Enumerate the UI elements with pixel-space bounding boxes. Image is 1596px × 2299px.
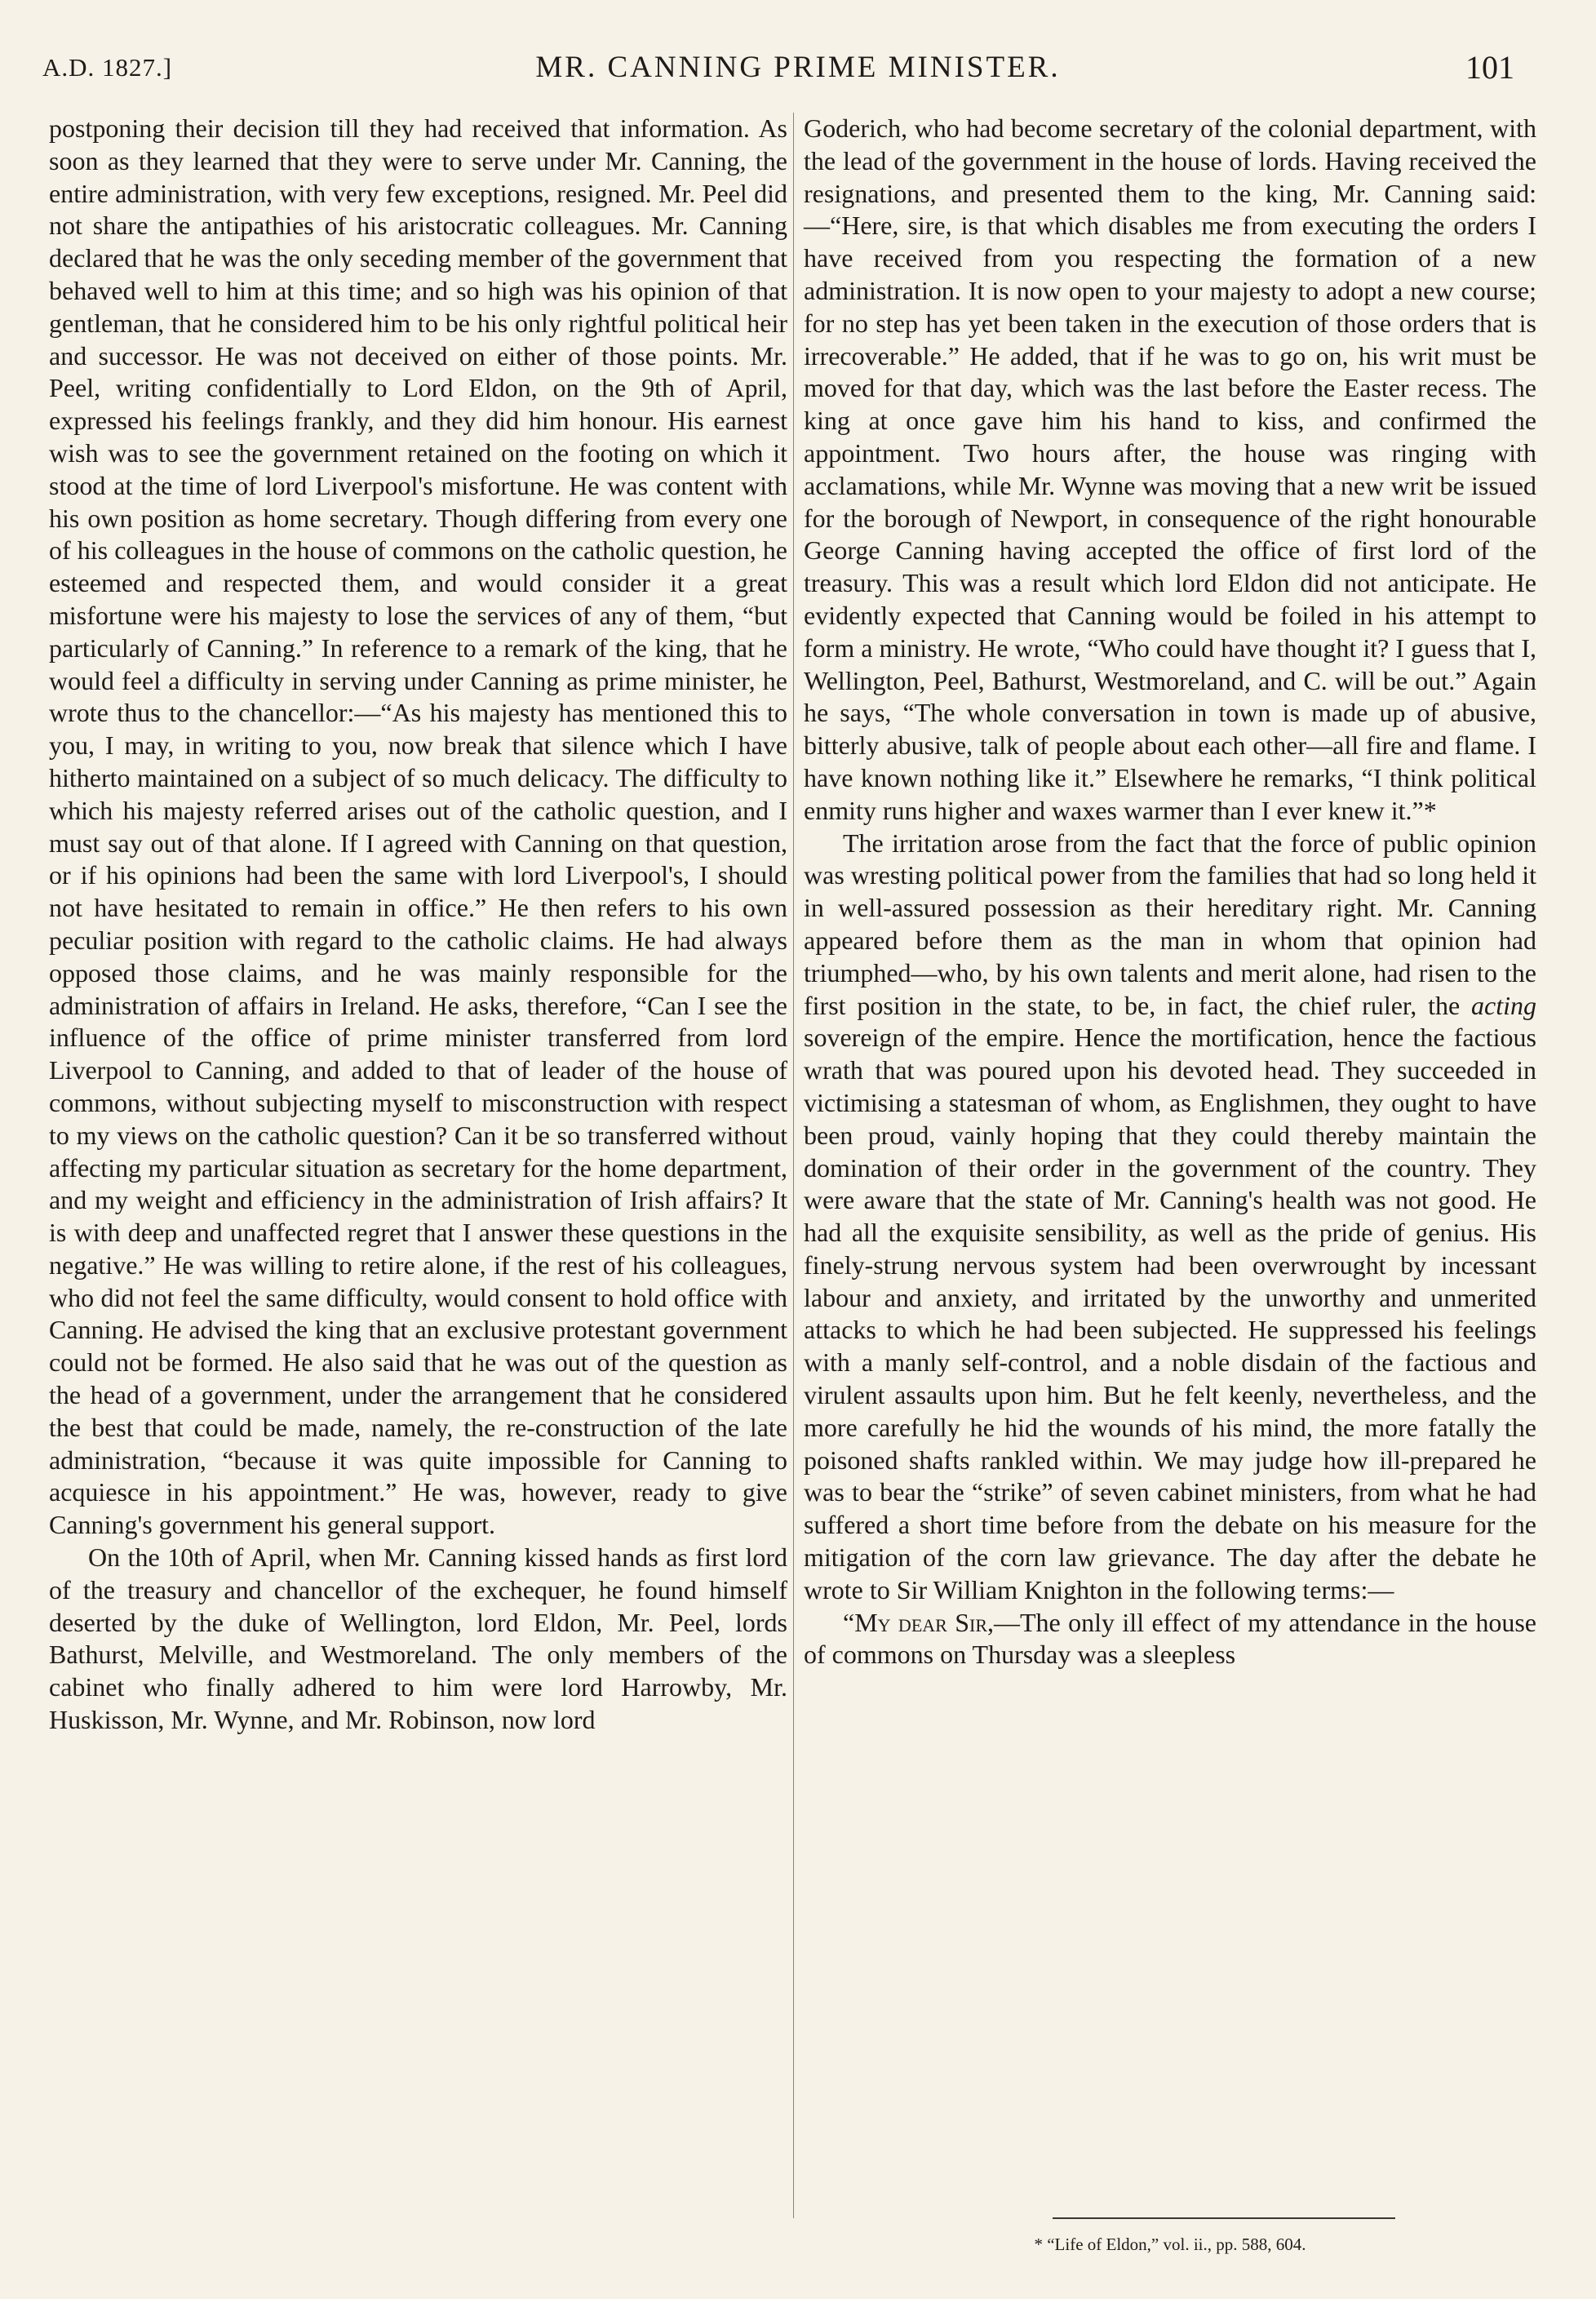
right-paragraph-3 bbox=[804, 1607, 1536, 1672]
header-date: A.D. 1827.] bbox=[42, 53, 173, 82]
header-title: MR. CANNING PRIME MINISTER. bbox=[535, 51, 1061, 84]
right-paragraph-2 bbox=[804, 828, 1536, 1607]
page-number: 101 bbox=[1465, 49, 1514, 86]
left-column bbox=[49, 113, 787, 1737]
right-p2-text-a: The irritation arose from the fact that the force of public opinion was wresting political power from the families that had so long held it in well-assured possession as their hereditary right. Mr. Canning appeared before them as the man in whom that opinion had triumphed—who, by his own talents and merit alone, had risen to the first position in the state, to be, in fact, the chief ruler, the bbox=[804, 828, 1536, 1020]
letter-salutation: My dear Sir, bbox=[854, 1607, 994, 1637]
right-column bbox=[804, 113, 1536, 1671]
running-header bbox=[0, 45, 1596, 110]
right-p3-text: —The only ill effect of my attendance in the house of commons on Thursday was a sleepless bbox=[804, 1607, 1536, 1670]
left-paragraph-2: On the 10th of April, when Mr. Canning kissed hands as first lord of the treasury and chancellor of the exchequer, he found himself deserted by the duke of Wellington, lord Eldon, Mr. Peel, lords Bathurst, Melville, and Westmoreland. The only members of the cabinet who finally adhered to him were lord Harrowby, Mr. Huskisson, Mr. Wynne, and Mr. Robinson, now lord bbox=[49, 1542, 787, 1735]
column-divider bbox=[793, 113, 794, 2218]
right-paragraph-1: Goderich, who had become secretary of the colonial department, with the lead of the government in the house of lords. Having received the resignations, and presented them to the king, Mr. Canning said:—“Here, sire, is that which disables me from executing the orders I have received from you respecting the formation of a new administration. It is now open to your majesty to adopt a new course; for no step has yet been taken in the execution of those orders that is irrecoverable.” He added, that if he was to go on, his writ must be moved for that day, which was the last before the Easter recess. The king at once gave him his hand to kiss, and confirmed the appointment. Two hours after, the house was ringing with acclamations, while Mr. Wynne was moving that a new writ be issued for the borough of Newport, in consequence of the right honourable George Canning having accepted the office of first lord of the treasury. This was a result which lord Eldon did not anticipate. He evidently expected that Canning would be foiled in his attempt to form a ministry. He wrote, “Who could have thought it? I guess that I, Wellington, Peel, Bathurst, Westmoreland, and C. will be out.” Again he says, “The whole conversation in town is made up of abusive, bitterly abusive, talk of people about each other—all fire and flame. I have known nothing like it.” Elsewhere he remarks, “I think political enmity runs higher and waxes warmer than I ever knew it.”* bbox=[804, 113, 1536, 825]
left-paragraph-1: postponing their decision till they had received that information. As soon as they learned that they were to serve under Mr. Canning, the entire administration, with very few exceptions, resigned. Mr. Peel did not share the antipathies of his aristocratic colleagues. Mr. Canning declared that he was the only seceding member of the government that behaved well to him at this time; and so high was his opinion of that gentleman, that he considered him to be his only rightful political heir and successor. He was not deceived on either of those points. Mr. Peel, writing confidentially to Lord Eldon, on the 9th of April, expressed his feelings frankly, and they did him honour. His earnest wish was to see the government retained on the footing on which it stood at the time of lord Liverpool's misfortune. He was content with his own position as home secretary. Though differing from every one of his colleagues in the house of commons on the catholic question, he esteemed and respected them, and would consider it a great misfortune were his majesty to lose the services of any of them, “but particularly of Canning.” In reference to a remark of the king, that he would feel a difficulty in serving under Canning as prime minister, he wrote thus to the chancellor:—“As his majesty has mentioned this to you, I may, in writing to you, now break that silence which I have hitherto maintained on a subject of so much delicacy. The difficulty to which his majesty referred arises out of the catholic question, and I must say out of that alone. If I agreed with Canning on that question, or if his opinions had been the same with lord Liverpool's, I should not have hesitated to remain in office.” He then refers to his own peculiar position with regard to the catholic claims. He had always opposed those claims, and he was mainly responsible for the administration of affairs in Ireland. He asks, therefore, “Can I see the influence of the office of prime minister transferred from lord Liverpool to Canning, and added to that of leader of the house of commons, without subjecting myself to misconstruction with respect to my views on the catholic question? Can it be so transferred without affecting my particular situation as secretary for the home department, and my weight and efficiency in the administration of Irish affairs? It is with deep and unaffected regret that I answer these questions in the negative.” He was willing to retire alone, if the rest of his colleagues, who did not feel the same difficulty, would consent to hold office with Canning. He advised the king that an exclusive protestant government could not be formed. He also said that he was out of the question as the head of a government, under the arrangement that he considered the best that could be made, namely, the re-construction of the late administration, “because it was quite impossible for Canning to acquiesce in his appointment.” He was, however, ready to give Canning's government his general support. bbox=[49, 113, 787, 1540]
right-p2-text-b: sovereign of the empire. Hence the mortification, hence the factious wrath that was poured upon his devoted head. They succeeded in victimising a statesman of whom, as Englishmen, they ought to have been proud, vainly hoping that they could thereby maintain the domination of their order in the government of the country. They were aware that the state of Mr. Canning's health was not good. He had all the exquisite sensibility, as well as the pride of genius. His finely-strung nervous system had been overwrought by incessant labour and anxiety, and irritated by the unworthy and unmerited attacks to which he had been subjected. He suppressed his feelings with a manly self-control, and a noble disdain of the factious and virulent assaults upon him. But he felt keenly, nevertheless, and the more carefully he hid the wounds of his mind, the more fatally the poisoned shafts rankled within. We may judge how ill-prepared he was to bear the “strike” of seven cabinet ministers, from what he had suffered a short time before from the debate on his measure for the mitigation of the corn law grievance. The day after the debate he wrote to Sir William Knighton in the following terms:— bbox=[804, 1023, 1536, 1604]
footnote-rule bbox=[1053, 2217, 1395, 2219]
quote-open: “ bbox=[843, 1607, 855, 1637]
italic-acting: acting bbox=[1471, 990, 1537, 1020]
footnote: * “Life of Eldon,” vol. ii., pp. 588, 604. bbox=[1034, 2235, 1306, 2254]
